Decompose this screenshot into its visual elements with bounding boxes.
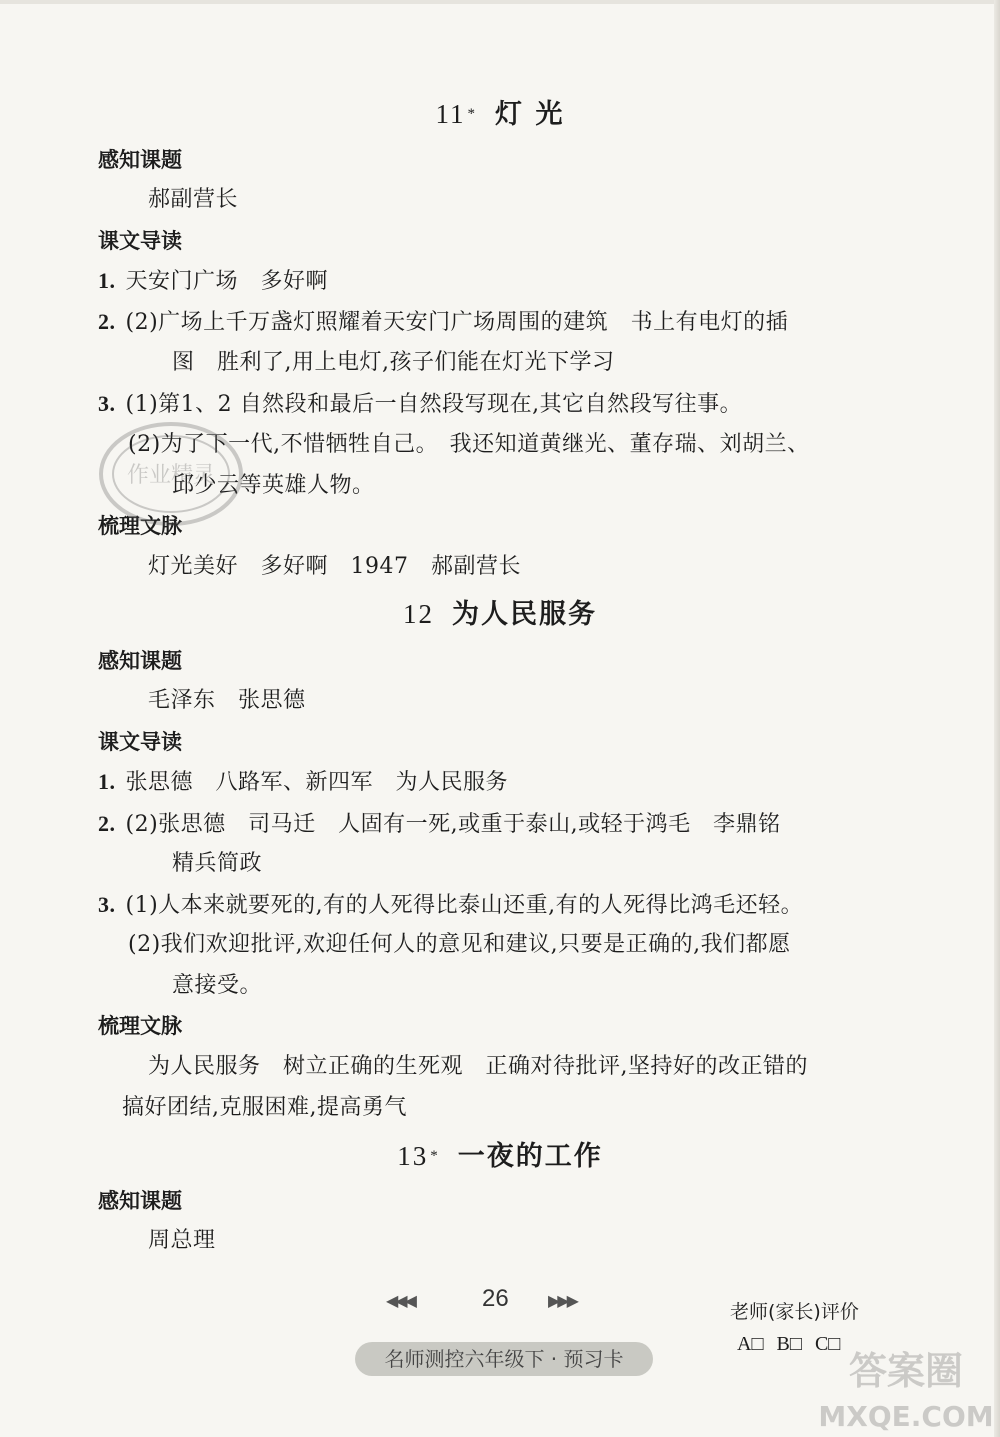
- evaluation-options: A□ B□ C□: [737, 1333, 841, 1355]
- page-pager: [380, 1285, 610, 1317]
- lesson-12-outline-line1: 为人民服务 树立正确的生死观 正确对待批评,坚持好的改正错的: [148, 1054, 808, 1079]
- lesson-12-q1: 1. 张思德 八路军、新四军 为人民服务: [98, 769, 509, 795]
- evaluation-label: 老师(家长)评价: [730, 1301, 859, 1323]
- lesson-12-outline-line2: 搞好团结,克服困难,提高勇气: [122, 1095, 407, 1120]
- lesson-13-number: 13 *: [397, 1141, 440, 1171]
- lesson-12-q2-line1: 2. (2)张思德 司马迁 人固有一死,或重于泰山,或轻于鸿毛 李鼎铭: [98, 811, 781, 837]
- lesson-11-q2-line2: 图 胜利了,用上电灯,孩子们能在灯光下学习: [172, 350, 615, 375]
- lesson-13-perceive-heading: 感知课题: [98, 1189, 182, 1213]
- page-number: 26: [482, 1285, 509, 1312]
- lesson-12-title: [0, 597, 1000, 632]
- prev-arrows-icon: ◀◀◀: [386, 1293, 414, 1310]
- lesson-13-perceive-answer: 周总理: [148, 1228, 216, 1253]
- lesson-11-q3-line2: (2)为了下一代,不惜牺牲自己。 我还知道黄继光、董存瑞、刘胡兰、: [128, 432, 810, 457]
- lesson-12-q3-line3: 意接受。: [172, 973, 263, 998]
- book-label: 名师测控六年级下 · 预习卡: [355, 1342, 653, 1376]
- svg-text:MXQE.COM: MXQE.COM: [818, 1400, 994, 1433]
- lesson-12-perceive-heading: 感知课题: [98, 649, 182, 673]
- lesson-11-q1: 1. 天安门广场 多好啊: [98, 268, 329, 294]
- lesson-12-guide-heading: 课文导读: [98, 730, 182, 754]
- lesson-12-perceive-answer: 毛泽东 张思德: [148, 688, 306, 713]
- lesson-11-perceive-heading: 感知课题: [98, 148, 182, 172]
- page-top-edge: [0, 0, 1000, 4]
- lesson-12-q3-line1: 3. (1)人本来就要死的,有的人死得比泰山还重,有的人死得比鸿毛还轻。: [98, 892, 804, 918]
- next-arrows-icon: ▶▶▶: [548, 1293, 576, 1310]
- lesson-11-outline-answer: 灯光美好 多好啊 1947 郝副营长: [148, 554, 521, 579]
- lesson-11-q3-line1: 3. (1)第1、2 自然段和最后一自然段写现在,其它自然段写往事。: [98, 391, 743, 417]
- lesson-12-name: 为人民服务: [452, 599, 597, 630]
- lesson-13-name: 一夜的工作: [457, 1141, 603, 1172]
- lesson-12-q3-line2: (2)我们欢迎批评,欢迎任何人的意见和建议,只要是正确的,我们都愿: [128, 932, 791, 957]
- svg-text:作业精灵: 作业精灵: [126, 463, 216, 488]
- page-right-edge: [994, 0, 1000, 1437]
- lesson-11-number: 11 *: [435, 99, 478, 129]
- lesson-11-title: [0, 97, 1000, 132]
- lesson-12-q2-line2: 精兵简政: [172, 851, 263, 876]
- lesson-11-q3-line3: 邱少云等英雄人物。: [172, 473, 375, 498]
- lesson-12-number: 12: [403, 599, 434, 629]
- lesson-11-outline-heading: 梳理文脉: [98, 514, 182, 538]
- lesson-11-perceive-answer: 郝副营长: [148, 187, 239, 212]
- lesson-12-outline-heading: 梳理文脉: [98, 1014, 182, 1038]
- lesson-11-q2-line1: 2. (2)广场上千万盏灯照耀着天安门广场周围的建筑 书上有电灯的插: [98, 309, 789, 335]
- lesson-13-title: [0, 1139, 1000, 1174]
- lesson-11-name: 灯 光: [495, 99, 565, 130]
- lesson-11-guide-heading: 课文导读: [98, 229, 182, 253]
- svg-text:答案圈: 答案圈: [848, 1349, 964, 1393]
